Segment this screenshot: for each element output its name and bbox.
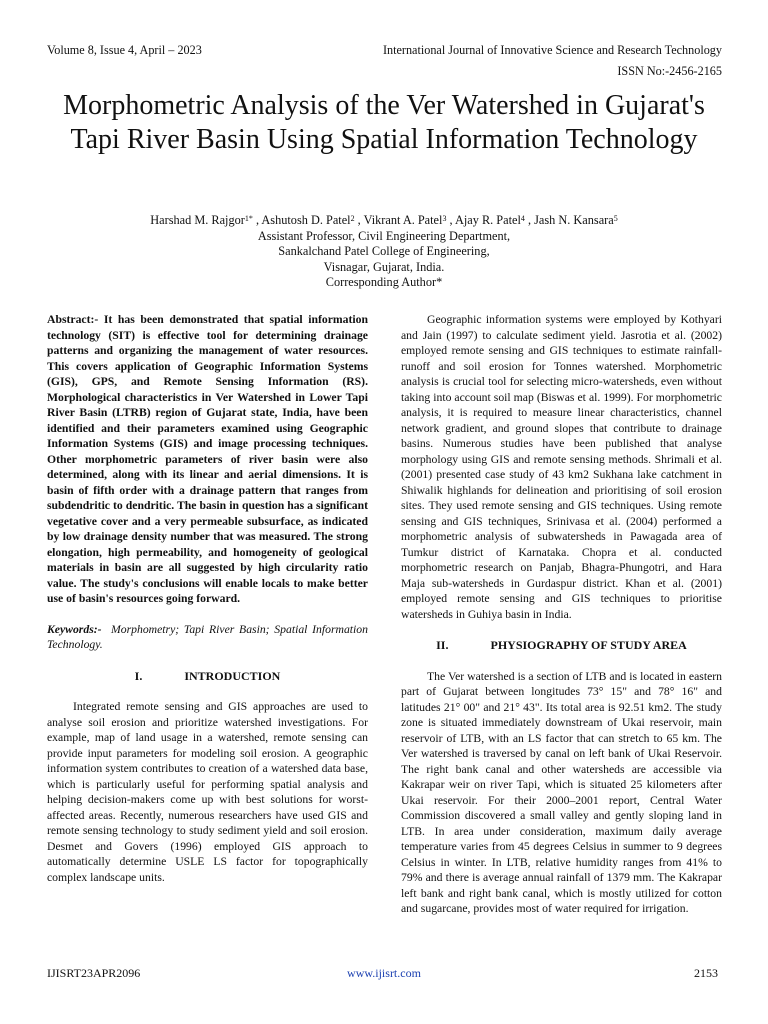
affiliation-line: Assistant Professor, Civil Engineering Department, [257,228,511,243]
author-affiliation-mark: 3 [442,214,447,223]
paragraph-physiography: The Ver watershed is a section of LTB and is located in eastern part of Gujarat between longitudes 73° 15" and 78° 16" and latitudes 21° 00" and 21° 43". Its total area is 92.51 km2. The study zone is situated immediately downstream of Ukai reservoir, main reservoir of LTB, with an LS factor that can stretch to 65 km. The Ver watershed is traversed by canal on left bank of Ukai Reservoir. The right bank canal and other watersheds are accessible via Kakrapar weir on river Tapi, which is situated 25 kilometers after Ukai reservoir. For their 2000–2001 report, Central Water Commission discovered a small valley and gently sloping land in LTB. In area under consideration, maximum daily average temperature varies from 45 degrees Celsius in summer to 9 degrees Celsius in winter. In LTB, relative humidity ranges from 41% to 79% and there is average annual rainfall of 1379 mm. The Kakrapar left bank and right bank canal, which is mostly utilized for cotton and sugarcane, provides most of water required for irrigation. [401,669,722,915]
abstract: Abstract:- It has been demonstrated that spatial information technology (SIT) is effective tool for determining drainage patterns and organizing the management of water resources. This covers application of Geographic Information Systems (GIS), GPS, and Remote Sensing Information (RS). Morphological characteristics in Ver Watershed in Lower Tapi River Basin (LTRB) region of Gujarat state, India, have been identified and their parameters examined using Geographic Information Systems (GIS) and image processing techniques. Other morphometric parameters of river basin were also determined, along with its linear and aerial dimensions. It is basin of fifth order with a drainage pattern that ranges from subdendritic to dendritic. The basin in question has a significant vegetative cover and a very permeable subsurface, as indicated by low drainage density number that was measured. The strong elongation, high permeability, and homogeneity of geological materials in basin are all suggested by high circularity ratio value. The study's conclusions will enable locals to make better use of basin's resources going forward. [47,313,368,605]
paper-title: Morphometric Analysis of the Ver Watershed in Gujarat's Tapi River Basin Using Spatial Information Technology [63,90,705,155]
section-title: PHYSIOGRAPHY OF STUDY AREA [490,638,687,652]
section-number: I. [134,668,143,683]
author-name: Harshad M. Rajgor [150,213,245,227]
affiliation-line: Visnagar, Gujarat, India. [323,259,445,274]
paragraph-introduction: Integrated remote sensing and GIS approaches are used to analyse soil erosion and prioritize watershed investigations. For example, map of land usage in a watershed, remote sensing can provide input parameters for modeling soil erosion. A geographic information system contributes to creation of a watershed data base, which is particularly useful for performing spatial analysis and helping decision-makers come up with best solutions for worst-affected areas. Recently, numerous researchers have used GIS and remote sensing technology to study sediment yield and soil erosion. Desmet and Govers (1996) employed GIS approach to automatically determine USLE LS factor for topographically complex landscape units. [47,700,368,884]
section-heading-introduction [47,669,368,685]
author-name: Jash N. Kansara [534,213,614,227]
keywords [47,622,368,653]
author-affiliation-mark: 1* [244,214,253,223]
right-column [401,312,722,917]
author-name: Ajay R. Patel [454,213,521,227]
keywords-label: Keywords:- [47,622,102,636]
paper-id: IJISRT23APR2096 [47,966,141,980]
section-heading-physiography [401,638,722,654]
journal-website-link[interactable]: www.ijisrt.com [347,966,421,980]
author-affiliation-mark: 2 [350,214,355,223]
paragraph-literature: Geographic information systems were employed by Kothyari and Jain (1997) to calculate sediment yield. Jasrotia et al. (2002) employed remote sensing and GIS techniques to estimate rainfall-runoff and soil erosion for Tonnes watershed. Morphometric analysis is crucial tool for selecting micro-watersheds, even without taking into account soil map (Biswas et al. 1999). For morphometric analysis, it is required to measure linear characteristics, channel network gradient, and ground slopes that contribute to drainage basins. Numerous studies have been published that analyse morphology using GIS and remote sensing methods. Shrimali et al. (2001) presented case study of 43 km2 Sukhana lake catchment in Shiwalik highlands for delineation and prioritising of soil erosion sites. They used remote sensing and GIS techniques. Using remote sensing and GIS techniques, Srinivasa et al. (2004) performed a morphometric analysis of subwatersheds in Pawagada area of Tumkur district of Karnataka. Chopra et al. conducted morphometric research on Panjab, Bhagra-Phungotri, and Hara Maja sub-watersheds in Gurdaspur district. Khan et al. (2001) employed remote sensing and GIS techniques to prioritise watersheds in Guhiya basin in India. [401,313,722,621]
author-list: Harshad M. Rajgor$^{1*}$ , Ashutosh D. Patel$^2$ , Vikrant A. Patel$^3$ , Ajay R. Patel$^4$ , Jash N. Kansara$^5$ [150,213,618,227]
section-title: INTRODUCTION [184,668,281,683]
affiliation-line: Sankalchand Patel College of Engineering, [278,244,490,259]
author-block [60,213,708,291]
author-affiliation-mark: 4 [520,214,525,223]
volume-issue: Volume 8, Issue 4, April – 2023 [47,43,202,57]
left-column [47,312,368,885]
journal-name: International Journal of Innovative Science and Research Technology [382,43,722,57]
issn: ISSN No:-2456-2165 [617,64,722,78]
keywords-text: Morphometry; Tapi River Basin; Spatial Information Technology. [47,622,368,651]
author-name: Ashutosh D. Patel [261,213,351,227]
author-name: Vikrant A. Patel [363,213,443,227]
corresponding-author-note: Corresponding Author* [325,275,443,290]
author-affiliation-mark: 5 [613,214,618,223]
section-number: II. [436,638,449,652]
page-number: 2153 [694,966,718,980]
